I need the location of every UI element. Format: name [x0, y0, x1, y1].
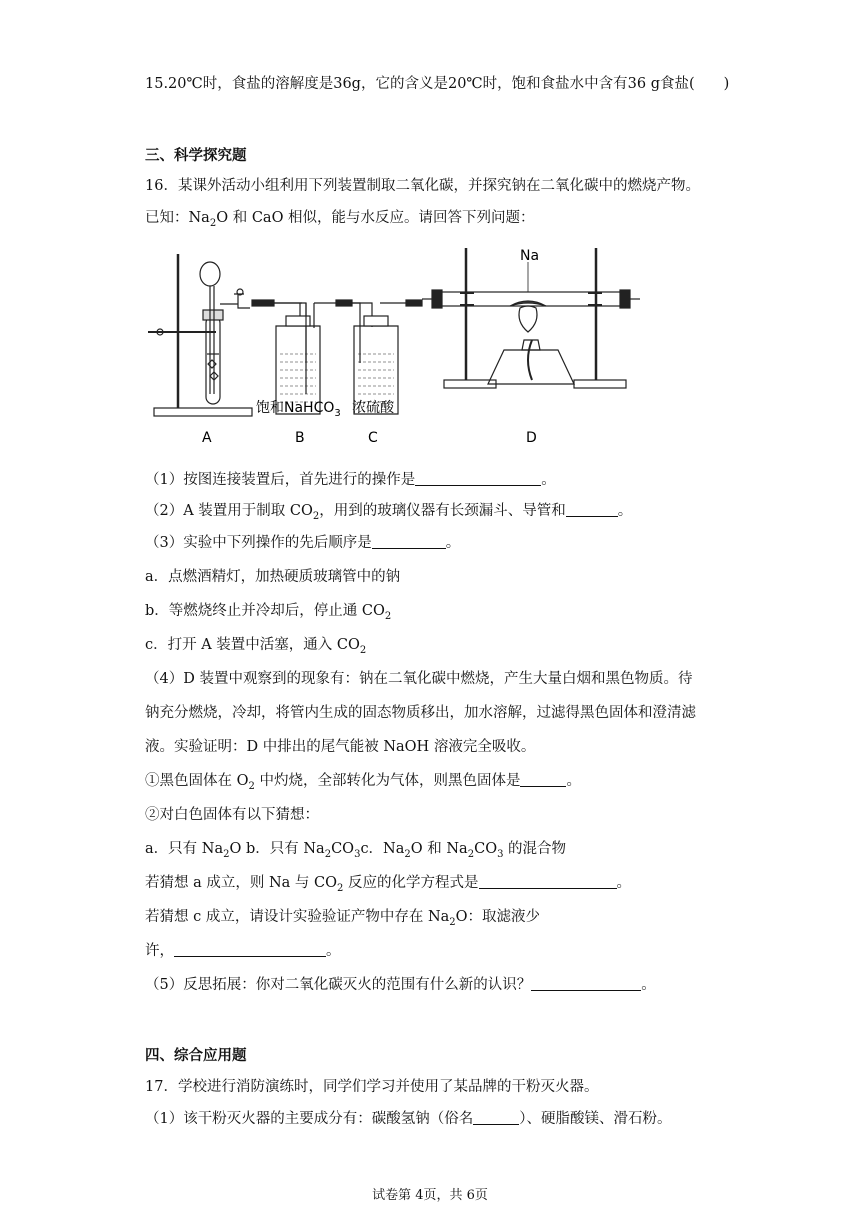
q16-part3: （3）实验中下列操作的先后顺序是 。 — [145, 535, 461, 551]
option-b: b．等燃烧终止并冷却后，停止通 $CO_2$ — [145, 603, 392, 622]
test-tube-a — [206, 316, 220, 404]
funnel-a — [200, 262, 220, 286]
q16-part4-line2: 钠充分燃烧，冷却，将管内生成的固态物质移出，加水溶解，过滤得黑色固体和澄清滤 — [145, 705, 696, 721]
q16-part1: （1）按图连接装置后，首先进行的操作是 。 — [145, 472, 556, 488]
q16-part4-sub2: ②对白色固体有以下猜想： — [145, 807, 319, 823]
page-footer: 试卷第 4页，共 6页 — [372, 1188, 488, 1203]
q17-part1: （1）该干粉灭火器的主要成分有：碳酸氢钠（俗名 ）、硬脂酸镁、滑石粉。 — [145, 1111, 672, 1127]
answer-blank[interactable] — [479, 874, 617, 889]
label-c-solution: 浓硫酸 — [352, 400, 394, 416]
guess-c-design-cont: 许， 。 — [145, 943, 341, 959]
answer-blank[interactable] — [473, 1110, 519, 1125]
answer-blank[interactable] — [566, 502, 618, 517]
question-15: 15.20℃时，食盐的溶解度是36g，它的含义是20℃时，饱和食盐水中含有36 g食盐( ) — [145, 76, 730, 92]
section-3-heading: 三、科学探究题 — [145, 147, 247, 164]
q16-part5: （5）反思拓展：你对二氧化碳灭火的范围有什么新的认识？ 。 — [145, 977, 656, 993]
label-na: Na — [520, 248, 540, 264]
answer-blank[interactable] — [415, 471, 541, 486]
guess-c-design: 若猜想 c 成立，请设计实验验证产物中存在 $Na_2O$：取滤液少 — [145, 909, 541, 928]
apparatus-figure — [148, 244, 640, 444]
q16-part2: （2）A 装置用于制取 $CO_2$，用到的玻璃仪器有长颈漏斗、导管和 。 — [145, 503, 633, 522]
flame-d — [519, 306, 537, 332]
label-b-solution: 饱和NaHCO$_3$ — [256, 400, 341, 419]
q16-intro-line1: 16．某课外活动小组利用下列装置制取二氧化碳，并探究钠在二氧化碳中的燃烧产物。 — [145, 178, 700, 194]
guess-a-equation: 若猜想 a 成立，则 Na 与 $CO_2$ 反应的化学方程式是 。 — [145, 875, 631, 894]
label-a: A — [202, 430, 212, 444]
section-4-heading: 四、综合应用题 — [145, 1047, 247, 1064]
answer-blank[interactable] — [520, 772, 566, 787]
label-b: B — [295, 430, 305, 444]
q16-intro-line2: 已知：$Na_2O$ 和 CaO 相似，能与水反应。请回答下列问题： — [145, 210, 535, 229]
answer-blank[interactable] — [174, 942, 326, 957]
option-a: a．点燃酒精灯，加热硬质玻璃管中的钠 — [145, 569, 401, 585]
answer-blank[interactable] — [531, 976, 641, 991]
stand-base-a — [154, 408, 252, 416]
label-d: D — [526, 430, 537, 444]
q16-part4-sub1: ①黑色固体在 $O_2$ 中灼烧，全部转化为气体，则黑色固体是 。 — [145, 773, 581, 792]
answer-blank[interactable] — [372, 534, 446, 549]
q16-part4-line3: 液。实验证明：D 中排出的尾气能被 NaOH 溶液完全吸收。 — [145, 739, 536, 755]
label-c: C — [368, 430, 378, 444]
q16-part4-line1: （4）D 装置中观察到的现象有：钠在二氧化碳中燃烧，产生大量白烟和黑色物质。待 — [145, 671, 693, 687]
q17-intro: 17．学校进行消防演练时，同学们学习并使用了某品牌的干粉灭火器。 — [145, 1079, 599, 1095]
option-c: c．打开 A 装置中活塞，通入 $CO_2$ — [145, 637, 367, 656]
guesses: a．只有 $Na_2O$ b．只有 $Na_2CO_3c$．$Na_2O$ 和 $Na_2CO_3$ 的混合物 — [145, 841, 567, 860]
